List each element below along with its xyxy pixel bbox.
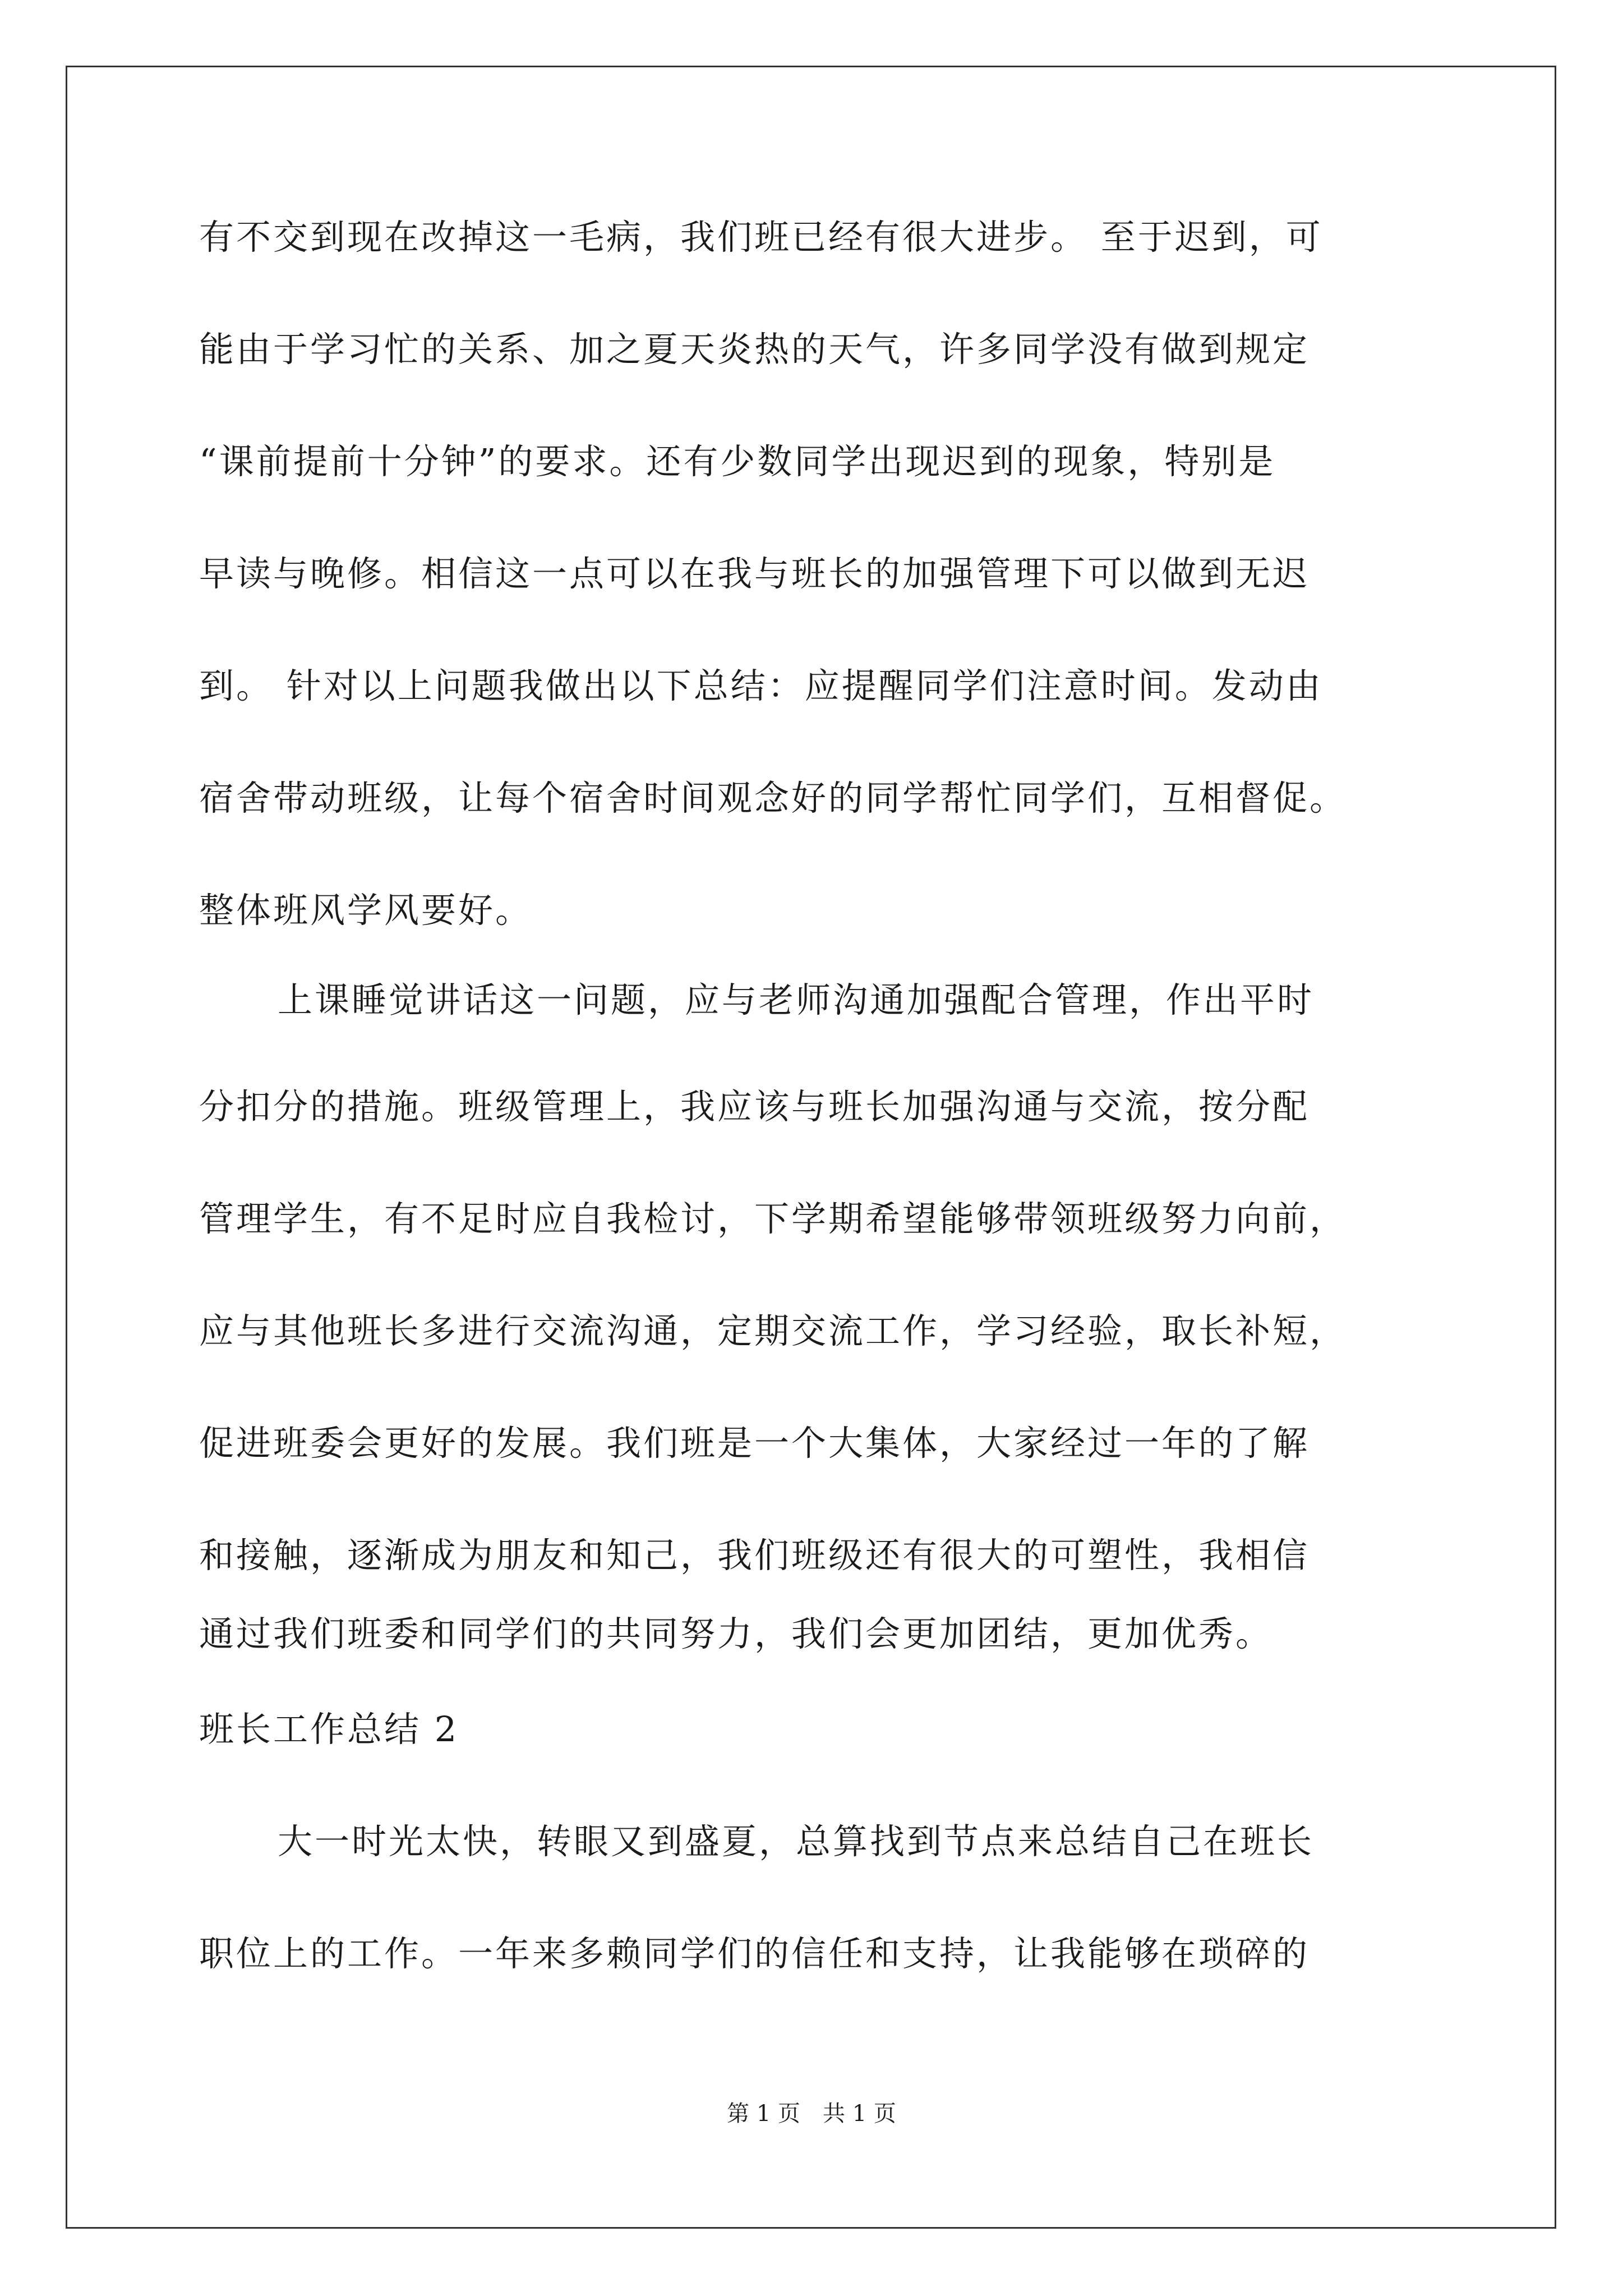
paragraph-first-line: 上课睡觉讲话这一问题，应与老师沟通加强配合管理，作出平时 [278,979,1315,1020]
text-line: 到。 针对以上问题我做出以下总结：应提醒同学们注意时间。发动由 [199,665,1323,706]
text-line: 分扣分的措施。班级管理上，我应该与班长加强沟通与交流，按分配 [199,1086,1310,1127]
text-line: 管理学生，有不足时应自我检讨，下学期希望能够带领班级努力向前， [199,1198,1347,1239]
text-line: 促进班委会更好的发展。我们班是一个大集体，大家经过一年的了解 [199,1423,1310,1464]
text-line: 职位上的工作。一年来多赖同学们的信任和支持，让我能够在琐碎的 [199,1933,1310,1974]
text-line: 应与其他班长多进行交流沟通，定期交流工作，学习经验，取长补短， [199,1310,1347,1351]
text-line: 早读与晚修。相信这一点可以在我与班长的加强管理下可以做到无迟 [199,553,1310,594]
text-line: 能由于学习忙的关系、加之夏天炎热的天气，许多同学没有做到规定 [199,329,1310,370]
text-line: 和接触，逐渐成为朋友和知己，我们班级还有很大的可塑性，我相信 [199,1535,1310,1576]
text-line: 宿舍带动班级，让每个宿舍时间观念好的同学帮忙同学们，互相督促。 [199,777,1347,818]
page-border [66,66,1556,2229]
text-line: “课前提前十分钟”的要求。还有少数同学出现迟到的现象，特别是 [199,441,1276,482]
text-line: 有不交到现在改掉这一毛病，我们班已经有很大进步。 至于迟到，可 [199,217,1323,257]
paragraph-first-line: 大一时光太快，转眼又到盛夏，总算找到节点来总结自己在班长 [278,1821,1315,1862]
text-line: 通过我们班委和同学们的共同努力，我们会更加团结，更加优秀。 [199,1613,1273,1654]
section-heading: 班长工作总结 2 [199,1709,459,1750]
text-line: 整体班风学风要好。 [199,890,533,931]
page-footer: 第 1 页 共 1 页 [727,2101,896,2127]
